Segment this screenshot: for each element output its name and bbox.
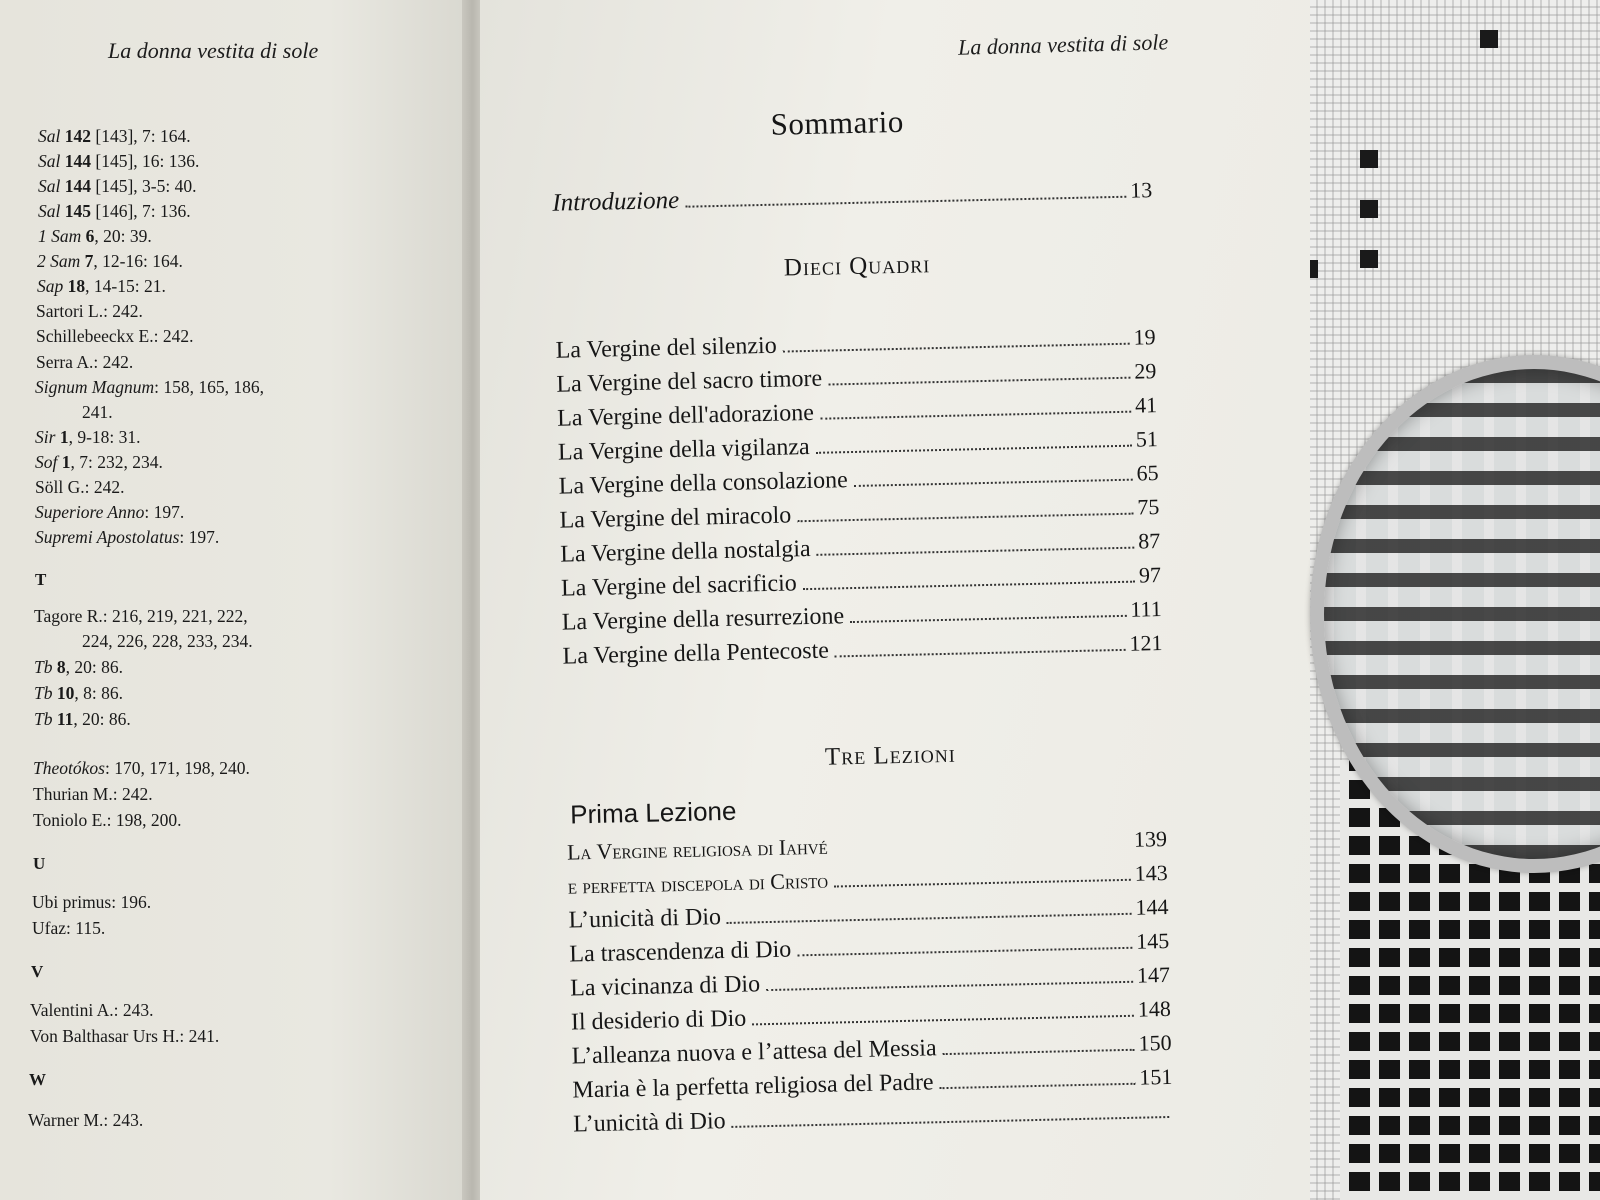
- lace-hole: [1480, 30, 1498, 48]
- toc-entry: La Vergine del sacrificio 97: [560, 562, 1162, 602]
- right-running-head: La donna vestita di sole: [957, 29, 1169, 60]
- index-letter-v: V: [31, 962, 44, 981]
- index-entry: Toniolo E.: 198, 200.: [33, 810, 182, 830]
- index-entry: Supremi Apostolatus: 197.: [35, 527, 220, 547]
- index-entry: Söll G.: 242.: [35, 477, 125, 497]
- index-entry: Tb 11, 20: 86.: [34, 709, 131, 729]
- index-entry: Ufaz: 115.: [32, 918, 106, 938]
- index-entry: Sir 1, 9-18: 31.: [35, 427, 141, 447]
- subsection-heading: Prima Lezione: [569, 795, 737, 830]
- toc-entry: e perfetta discepola di Cristo 143: [567, 859, 1168, 899]
- left-running-head: La donna vestita di sole: [108, 38, 319, 63]
- toc-entry: La Vergine della Pentecoste 121: [562, 630, 1163, 670]
- toc-entry: La Vergine del sacro timore 29: [556, 358, 1157, 398]
- index-entry: Superiore Anno: 197.: [35, 502, 185, 522]
- index-entry: Sal 142 [143], 7: 164.: [38, 126, 191, 146]
- index-entry: Tb 10, 8: 86.: [34, 683, 123, 703]
- toc-entry: L’unicità di Dio 144: [568, 893, 1169, 934]
- index-letter-u: U: [33, 854, 46, 873]
- index-entry: Sartori L.: 242.: [36, 301, 143, 321]
- index-entry: 224, 226, 228, 233, 234.: [82, 631, 253, 651]
- index-entry: Sal 144 [145], 16: 136.: [38, 151, 200, 171]
- toc-entry: La vicinanza di Dio 147: [569, 961, 1171, 1002]
- lace-hole: [1360, 250, 1378, 268]
- index-entry: 241.: [82, 402, 113, 422]
- toc-entry: La Vergine della nostalgia 87: [560, 528, 1161, 568]
- toc-entry: La Vergine della resurrezione 111: [561, 596, 1162, 636]
- index-entry: Sal 145 [146], 7: 136.: [38, 201, 191, 221]
- section-heading: Tre Lezioni: [824, 740, 957, 771]
- index-entry: Ubi primus: 196.: [32, 892, 152, 912]
- index-letter-t: T: [35, 570, 47, 589]
- lace-hole: [1360, 150, 1378, 168]
- index-entry: Thurian M.: 242.: [33, 784, 153, 804]
- index-entry: Theotókos: 170, 171, 198, 240.: [33, 758, 250, 778]
- toc-entry: La Vergine del silenzio 19: [555, 324, 1156, 364]
- index-entry: 1 Sam 6, 20: 39.: [38, 226, 152, 246]
- index-entry: Sap 18, 14-15: 21.: [37, 276, 166, 296]
- index-entry: Von Balthasar Urs H.: 241.: [30, 1026, 220, 1046]
- toc-entry: La trascendenza di Dio 145: [569, 927, 1170, 968]
- index-letter-w: W: [29, 1070, 46, 1089]
- index-entry: Schillebeeckx E.: 242.: [36, 326, 194, 346]
- toc-entry: Il desiderio di Dio 148: [570, 995, 1172, 1036]
- toc-entry: L’unicità di Dio: [573, 1098, 1173, 1139]
- index-entry: Sof 1, 7: 232, 234.: [35, 452, 163, 472]
- index-entry: Serra A.: 242.: [36, 352, 134, 372]
- index-entry: Warner M.: 243.: [28, 1110, 144, 1130]
- index-entry: Sal 144 [145], 3-5: 40.: [38, 176, 197, 196]
- toc-entry: La Vergine dell'adorazione 41: [556, 392, 1158, 432]
- index-entry: Valentini A.: 243.: [30, 1000, 154, 1020]
- toc-title: Sommario: [770, 103, 905, 142]
- toc-entry: La Vergine religiosa di Iahvé 139: [566, 825, 1168, 865]
- section-heading: Dieci Quadri: [783, 251, 931, 282]
- toc-entry: La Vergine del miracolo 75: [559, 494, 1160, 534]
- toc-entry: L’alleanza nuova e l’attesa del Messia 150: [571, 1029, 1172, 1070]
- toc-entry: Maria è la perfetta religiosa del Padre 151: [572, 1063, 1173, 1104]
- lace-hole: [1360, 200, 1378, 218]
- index-entry: Tagore R.: 216, 219, 221, 222,: [34, 606, 248, 626]
- index-entry: Tb 8, 20: 86.: [34, 657, 123, 677]
- index-entry: Signum Magnum: 158, 165, 186,: [35, 377, 264, 397]
- toc-entry: La Vergine della vigilanza 51: [557, 426, 1159, 466]
- index-entry: 2 Sam 7, 12-16: 164.: [37, 251, 183, 271]
- toc-entry-intro: Introduzione 13: [552, 177, 1153, 217]
- toc-entry: La Vergine della consolazione 65: [558, 460, 1159, 500]
